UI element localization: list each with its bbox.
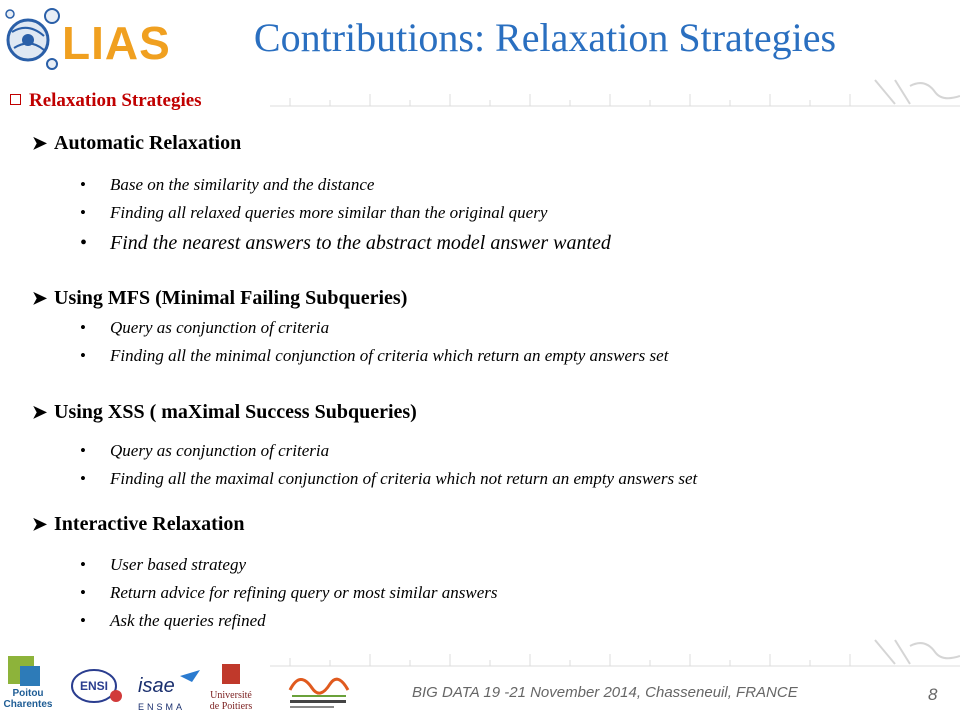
list-item-text: Query as conjunction of criteria xyxy=(110,318,330,337)
isae-ensma-logo xyxy=(138,670,200,712)
list-item xyxy=(80,555,246,575)
logo-label: isae xyxy=(138,675,175,697)
bullet-icon: • xyxy=(80,469,86,488)
logo-label: de Poitiers xyxy=(209,701,253,712)
arrow-bullet-icon: ➤ xyxy=(32,514,48,534)
partner-logos xyxy=(0,650,400,720)
group-heading-automatic-relaxation xyxy=(32,132,241,155)
square-bullet-icon xyxy=(10,94,21,105)
list-item xyxy=(80,318,329,338)
group-heading-using-mfs xyxy=(32,287,407,310)
list-item-text: Finding all the maximal conjunction of criteria which not return an empty answers set xyxy=(110,469,698,488)
list-item xyxy=(80,346,668,366)
bullet-icon: • xyxy=(80,583,86,602)
section-heading-label: Relaxation Strategies xyxy=(29,90,202,111)
decorative-ruler-top xyxy=(270,76,960,110)
lias-logo-text: LIAS xyxy=(62,17,171,69)
list-item xyxy=(80,469,697,489)
lias-logo xyxy=(2,2,172,74)
list-item-text: Base on the similarity and the distance xyxy=(110,175,375,194)
list-item xyxy=(80,441,329,461)
logo-label: Université xyxy=(210,690,252,701)
group-heading-label: Interactive Relaxation xyxy=(54,513,245,535)
group-heading-label: Automatic Relaxation xyxy=(54,132,242,154)
group-heading-using-xss xyxy=(32,401,417,424)
bullet-icon: • xyxy=(80,175,86,194)
logo-label: Poitou xyxy=(12,688,44,699)
arrow-bullet-icon: ➤ xyxy=(32,402,48,422)
list-item-text: Ask the queries refined xyxy=(110,611,266,630)
list-item xyxy=(80,232,611,255)
arrow-bullet-icon: ➤ xyxy=(32,133,48,153)
bullet-icon: • xyxy=(80,318,86,337)
group-heading-label: Using XSS ( maXimal Success Subqueries) xyxy=(54,401,417,423)
ensi-logo xyxy=(72,670,122,702)
logo-label: ENSMA xyxy=(138,702,186,712)
section-heading xyxy=(10,90,202,112)
bullet-icon: • xyxy=(80,232,88,254)
list-item xyxy=(80,203,547,223)
list-item-text: Find the nearest answers to the abstract model answer wanted xyxy=(110,232,611,254)
list-item-text: Return advice for refining query or most similar answers xyxy=(110,583,498,602)
list-item-text: User based strategy xyxy=(110,555,246,574)
list-item-text: Query as conjunction of criteria xyxy=(110,441,330,460)
bullet-icon: • xyxy=(80,611,86,630)
arrow-bullet-icon: ➤ xyxy=(32,288,48,308)
s2im-logo xyxy=(290,679,348,708)
footer-text: BIG DATA 19 -21 November 2014, Chasseneuil, FRANCE xyxy=(412,684,798,701)
bullet-icon: • xyxy=(80,203,86,222)
list-item xyxy=(80,611,266,631)
bullet-icon: • xyxy=(80,555,86,574)
page-number: 8 xyxy=(928,685,938,704)
group-heading-label: Using MFS (Minimal Failing Subqueries) xyxy=(54,287,408,309)
group-heading-interactive-relaxation xyxy=(32,513,245,536)
logo-label: ENSI xyxy=(79,679,109,693)
bullet-icon: • xyxy=(80,346,86,365)
list-item xyxy=(80,583,498,603)
slide-title: Contributions: Relaxation Strategies xyxy=(253,15,837,60)
logo-label: Charentes xyxy=(3,699,53,710)
list-item-text: Finding all the minimal conjunction of criteria which return an empty answers set xyxy=(110,346,669,365)
bullet-icon: • xyxy=(80,441,86,460)
list-item-text: Finding all relaxed queries more similar than the original query xyxy=(110,203,548,222)
universite-de-poitiers-logo xyxy=(210,664,253,712)
list-item xyxy=(80,175,374,195)
poitou-charentes-logo xyxy=(4,654,56,712)
